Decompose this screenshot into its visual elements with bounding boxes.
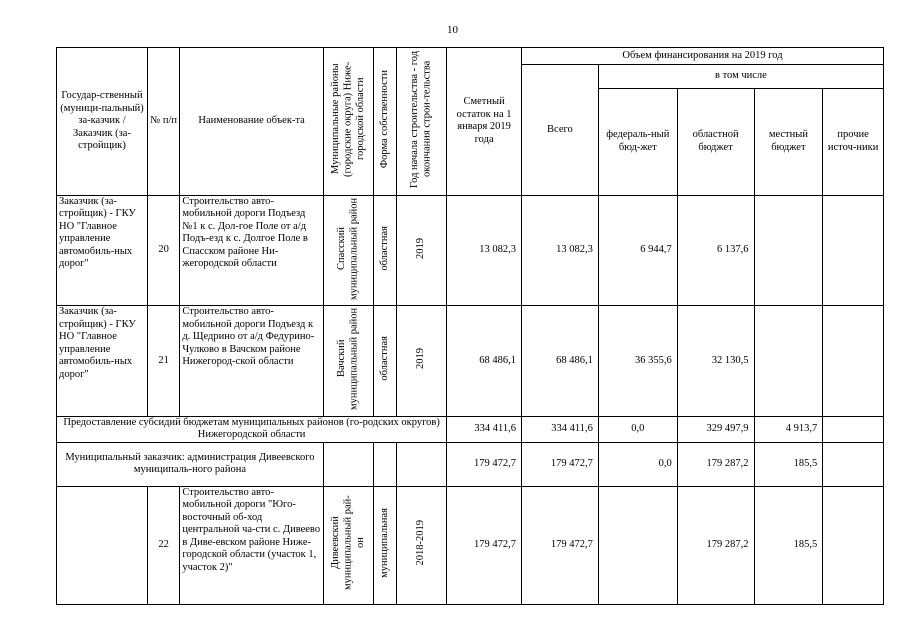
header-federal: федераль-ный бюд-жет (598, 88, 677, 195)
municipal-customer-label: Муниципальный заказчик: администрация Дивеевского муниципаль-ного района (57, 442, 324, 486)
local-cell: 185,5 (754, 486, 823, 604)
municipal-other (823, 442, 884, 486)
header-balance: Сметный остаток на 1 января 2019 года (447, 48, 522, 196)
customer-cell: Заказчик (за-стройщик) - ГКУ НО "Главное управление автомобиль-ных дорог" (57, 195, 148, 306)
district-cell: Спасский муниципальный район (323, 195, 374, 306)
subsidies-other (823, 416, 884, 442)
municipal-total: 179 472,7 (522, 442, 599, 486)
header-districts: Муниципальные районы (городские округа) Ниже-городской области (323, 48, 374, 196)
subsidies-balance: 334 411,6 (447, 416, 522, 442)
years-cell: 2019 (396, 195, 447, 306)
row-number: 21 (147, 306, 179, 417)
municipal-years-cell (396, 442, 447, 486)
municipal-local: 185,5 (754, 442, 823, 486)
balance-cell: 179 472,7 (447, 486, 522, 604)
other-cell (823, 195, 884, 306)
header-years: Год начала строительства - год окончания строи-тельства (396, 48, 447, 196)
header-ownership: Форма собственности (374, 48, 396, 196)
federal-cell (598, 486, 677, 604)
object-name: Строительство авто-мобильной дороги Подъезд №1 к с. Дол-гое Поле от а/д Подъ-езд к с. Долгое Поле в Спасском районе Ни-жегородской области (180, 195, 324, 306)
table-row (57, 486, 884, 604)
balance-cell: 13 082,3 (447, 195, 522, 306)
subsidies-row (57, 416, 884, 442)
table-row (57, 306, 884, 417)
ownership-cell: областная (374, 195, 396, 306)
municipal-customer-row (57, 442, 884, 486)
municipal-balance: 179 472,7 (447, 442, 522, 486)
subsidies-label: Предоставление субсидий бюджетам муниципальных районов (го-родских округов) Нижегородской области (57, 416, 447, 442)
row-number: 22 (147, 486, 179, 604)
header-local: местный бюджет (754, 88, 823, 195)
header-number: № п/п (147, 48, 179, 196)
subsidies-federal: 0,0 (598, 416, 677, 442)
regional-cell: 6 137,6 (677, 195, 754, 306)
header-object-name: Наименование объек-та (180, 48, 324, 196)
total-cell: 13 082,3 (522, 195, 599, 306)
object-name: Строительство авто-мобильной дороги "Юго-восточный об-ход центральной ча-сти с. Дивеево в Диве-евском районе Ниже-городской области (участок 1, участок 2)" (180, 486, 324, 604)
header-including: в том числе (598, 65, 883, 89)
subsidies-total: 334 411,6 (522, 416, 599, 442)
page-number: 10 (447, 24, 458, 36)
header-other: прочие источ-ники (823, 88, 884, 195)
header-regional: областной бюджет (677, 88, 754, 195)
regional-cell: 32 130,5 (677, 306, 754, 417)
local-cell (754, 306, 823, 417)
other-cell (823, 306, 884, 417)
customer-cell (57, 486, 148, 604)
subsidies-regional: 329 497,9 (677, 416, 754, 442)
row-number: 20 (147, 195, 179, 306)
municipal-federal: 0,0 (598, 442, 677, 486)
federal-cell: 6 944,7 (598, 195, 677, 306)
subsidies-local: 4 913,7 (754, 416, 823, 442)
total-cell: 179 472,7 (522, 486, 599, 604)
municipal-ownership-cell (374, 442, 396, 486)
table-row (57, 195, 884, 306)
district-cell: Дивеевский муниципальный рай-он (323, 486, 374, 604)
district-cell: Вачский муниципальный район (323, 306, 374, 417)
header-row-1 (57, 48, 884, 65)
years-cell: 2019 (396, 306, 447, 417)
municipal-district-cell (323, 442, 374, 486)
balance-cell: 68 486,1 (447, 306, 522, 417)
years-cell: 2018-2019 (396, 486, 447, 604)
header-customer: Государ-ственный (муници-пальный) за-казчик / Заказчик (за-стройщик) (57, 48, 148, 196)
financing-table (56, 47, 884, 605)
customer-cell: Заказчик (за-стройщик) - ГКУ НО "Главное управление автомобиль-ных дорог" (57, 306, 148, 417)
federal-cell: 36 355,6 (598, 306, 677, 417)
ownership-cell: областная (374, 306, 396, 417)
local-cell (754, 195, 823, 306)
total-cell: 68 486,1 (522, 306, 599, 417)
municipal-regional: 179 287,2 (677, 442, 754, 486)
regional-cell: 179 287,2 (677, 486, 754, 604)
object-name: Строительство авто-мобильной дороги Подъезд к д. Щедрино от а/д Федурино-Чулково в Вачском районе Нижегород-ской области (180, 306, 324, 417)
other-cell (823, 486, 884, 604)
header-funding-title: Объем финансирования на 2019 год (522, 48, 884, 65)
header-total: Всего (522, 65, 599, 196)
ownership-cell: муниципальная (374, 486, 396, 604)
